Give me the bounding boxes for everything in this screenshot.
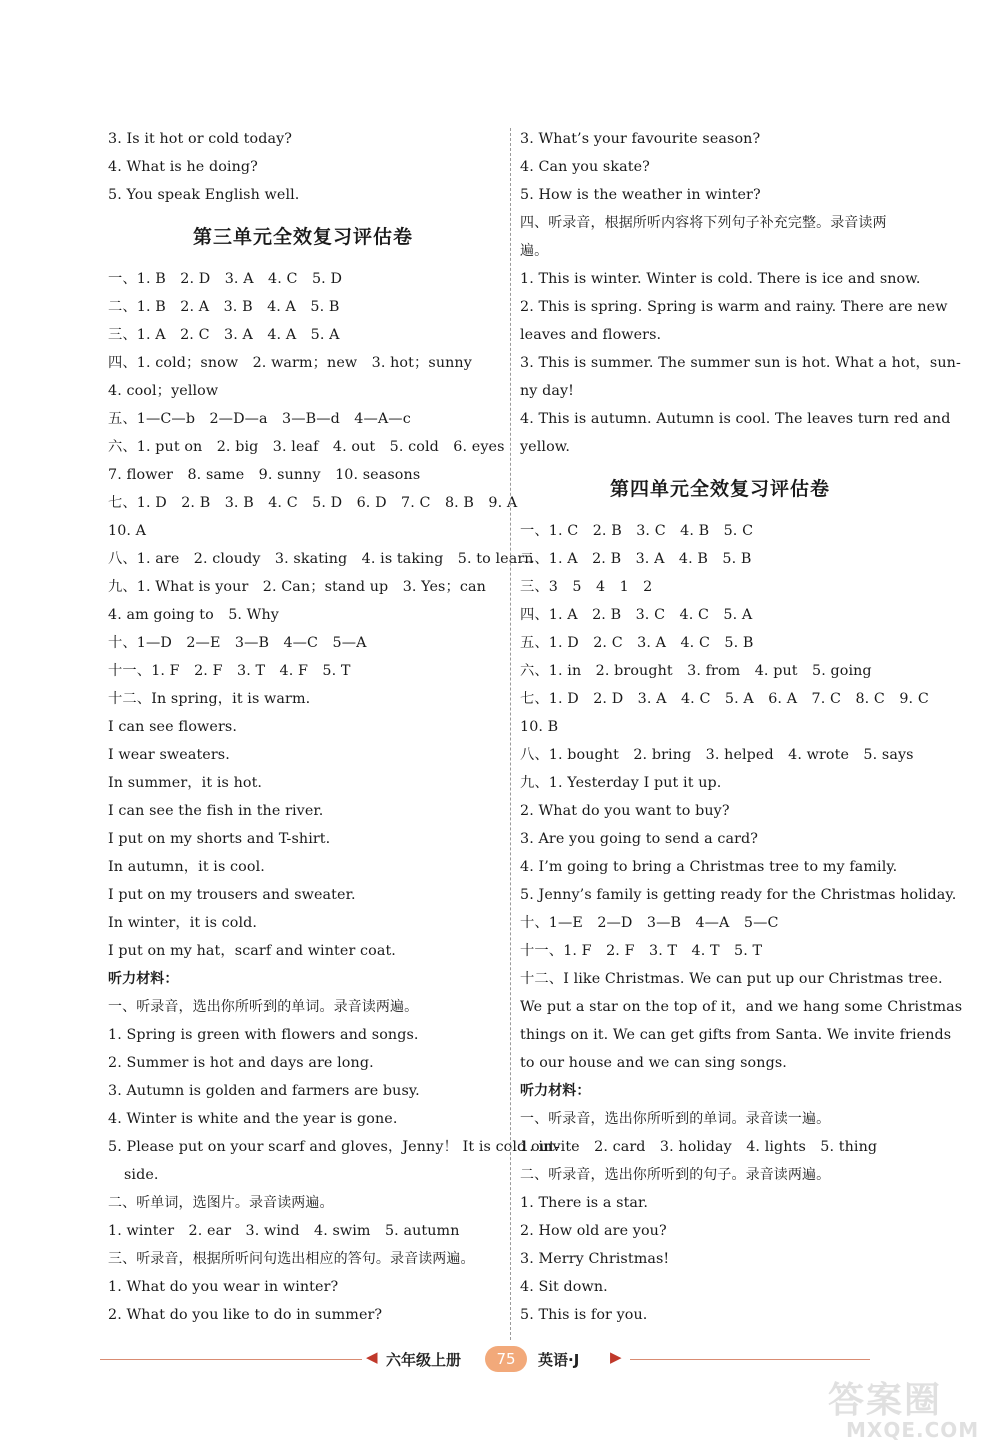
answer-line: 3. Merry Christmas! <box>520 1251 670 1267</box>
answer-line: 六、1. put on 2. big 3. leaf 4. out 5. cold 6. eyes <box>108 439 505 455</box>
answer-line: 四、1. cold；snow 2. warm；new 3. hot；sunny <box>108 355 472 371</box>
footer-rule-right <box>630 1359 870 1360</box>
answer-line: 2. What do you want to buy? <box>520 803 730 819</box>
answer-line: 1. Spring is green with flowers and songs. <box>108 1027 419 1043</box>
answer-line: 5. How is the weather in winter? <box>520 187 761 203</box>
answer-line: 九、1. What is your 2. Can；stand up 3. Yes；can <box>108 579 486 595</box>
answer-line: 10. A <box>108 523 147 539</box>
right-column <box>520 125 963 1329</box>
answer-line: 3. Autumn is golden and farmers are busy. <box>108 1083 420 1099</box>
answer-line: In summer，it is hot. <box>108 775 263 791</box>
answer-line: 5. Please put on your scarf and gloves，Jenny！ It is cold out- <box>108 1139 560 1155</box>
column-divider <box>510 128 511 1340</box>
answer-line: 三、3 5 4 1 2 <box>520 579 653 595</box>
answer-line: 二、听录音，选出你所听到的句子。录音读两遍。 <box>520 1167 831 1183</box>
answer-line: 二、1. A 2. B 3. A 4. B 5. B <box>520 551 752 567</box>
answer-line: 4. What is he doing? <box>108 159 258 175</box>
answer-line: 一、1. B 2. D 3. A 4. C 5. D <box>108 271 343 287</box>
answer-line: 七、1. D 2. D 3. A 4. C 5. A 6. A 7. C 8. C 9. C <box>520 691 929 707</box>
answer-line: 十、1—E 2—D 3—B 4—A 5—C <box>520 915 779 931</box>
answer-line: 四、1. A 2. B 3. C 4. C 5. A <box>520 607 753 623</box>
answer-line: We put a star on the top of it，and we hang some Christmas <box>520 999 963 1015</box>
grade-label: 六年级上册 <box>386 1351 462 1369</box>
footer-rule-left <box>100 1359 362 1360</box>
subject-label: 英语·J <box>538 1351 580 1369</box>
answer-line: I can see flowers. <box>108 719 237 735</box>
answer-line: 十一、1. F 2. F 3. T 4. F 5. T <box>108 663 351 679</box>
answer-line: yellow. <box>520 439 571 455</box>
answer-line: I put on my shorts and T-shirt. <box>108 831 331 847</box>
answer-line: 七、1. D 2. B 3. B 4. C 5. D 6. D 7. C 8. B 9. A <box>108 495 518 511</box>
answer-line: 十、1—D 2—E 3—B 4—C 5—A <box>108 635 367 651</box>
answer-line: 四、听录音，根据所听内容将下列句子补充完整。录音读两 <box>520 215 887 231</box>
answer-line: 1. There is a star. <box>520 1195 649 1211</box>
answer-line: 3. Is it hot or cold today? <box>108 131 293 147</box>
answer-line: 十一、1. F 2. F 3. T 4. T 5. T <box>520 943 763 959</box>
answer-line: 3. This is summer. The summer sun is hot. What a hot，sun- <box>520 355 961 371</box>
answer-line: 1. winter 2. ear 3. wind 4. swim 5. autumn <box>108 1223 460 1239</box>
answer-line: 5. This is for you. <box>520 1307 648 1323</box>
answer-line: 4. Winter is white and the year is gone. <box>108 1111 398 1127</box>
answer-line: 1. invite 2. card 3. holiday 4. lights 5. thing <box>520 1139 878 1155</box>
answer-line: I can see the fish in the river. <box>108 803 324 819</box>
page-footer <box>100 1345 940 1375</box>
answer-line: 1. What do you wear in winter? <box>108 1279 339 1295</box>
answer-line: 1. This is winter. Winter is cold. There is ice and snow. <box>520 271 921 287</box>
watermark-url: MXQE.COM <box>846 1418 980 1442</box>
answer-line: 一、1. C 2. B 3. C 4. B 5. C <box>520 523 754 539</box>
section-heading: 第三单元全效复习评估卷 <box>192 226 413 248</box>
answer-line: 10. B <box>520 719 559 735</box>
answer-line: 八、1. bought 2. bring 3. helped 4. wrote 5. says <box>520 747 914 763</box>
answer-line: 5. Jenny’s family is getting ready for the Christmas holiday. <box>520 887 957 903</box>
answer-line: things on it. We can get gifts from Santa. We invite friends <box>520 1027 952 1043</box>
answer-line: 五、1. D 2. C 3. A 4. C 5. B <box>520 635 754 651</box>
answer-line: 7. flower 8. same 9. sunny 10. seasons <box>108 467 421 483</box>
answer-line: 一、听录音，选出你所听到的单词。录音读一遍。 <box>520 1111 831 1127</box>
left-arrow-icon: ◀ <box>366 1348 378 1366</box>
answer-line: 2. How old are you? <box>520 1223 667 1239</box>
answer-line: 4. This is autumn. Autumn is cool. The leaves turn red and <box>520 411 951 427</box>
answer-line: In autumn，it is cool. <box>108 859 265 875</box>
answer-line: 五、1—C—b 2—D—a 3—B—d 4—A—c <box>108 411 411 427</box>
answer-line: 4. Sit down. <box>520 1279 608 1295</box>
answer-line: 三、1. A 2. C 3. A 4. A 5. A <box>108 327 340 343</box>
answer-line: 4. cool；yellow <box>108 383 219 399</box>
answer-line: In winter，it is cold. <box>108 915 258 931</box>
answer-line: to our house and we can sing songs. <box>520 1055 787 1071</box>
subsection-label: 听力材料： <box>108 971 179 987</box>
section-heading: 第四单元全效复习评估卷 <box>609 478 830 500</box>
answer-line: 十二、In spring，it is warm. <box>108 691 311 707</box>
answer-line: 一、听录音，选出你所听到的单词。录音读两遍。 <box>108 999 419 1015</box>
answer-line: 二、听单词，选图片。录音读两遍。 <box>108 1195 334 1211</box>
answer-line: 4. Can you skate? <box>520 159 650 175</box>
answer-line: 六、1. in 2. brought 3. from 4. put 5. going <box>520 663 872 679</box>
answer-line: 2. What do you like to do in summer? <box>108 1307 383 1323</box>
answer-line: side. <box>124 1167 159 1183</box>
answer-line: 二、1. B 2. A 3. B 4. A 5. B <box>108 299 340 315</box>
answer-line: 十二、I like Christmas. We can put up our Christmas tree. <box>520 971 943 987</box>
answer-line: 九、1. Yesterday I put it up. <box>520 775 722 791</box>
watermark-text: 答案圈 <box>828 1380 943 1421</box>
answer-line: I wear sweaters. <box>108 747 230 763</box>
answer-line: 3. What’s your favourite season? <box>520 131 761 147</box>
answer-line: 4. I’m going to bring a Christmas tree to my family. <box>520 859 898 875</box>
answer-line: 4. am going to 5. Why <box>108 607 279 623</box>
answer-line: I put on my hat，scarf and winter coat. <box>108 943 396 959</box>
answer-line: 遍。 <box>520 243 549 259</box>
watermark-logo <box>826 1372 998 1450</box>
answer-line: 八、1. are 2. cloudy 3. skating 4. is taking 5. to learn <box>108 551 534 567</box>
answer-line: 三、听录音，根据所听问句选出相应的答句。录音读两遍。 <box>108 1251 475 1267</box>
answer-line: 3. Are you going to send a card? <box>520 831 759 847</box>
answer-line: 5. You speak English well. <box>108 187 300 203</box>
answer-line: leaves and flowers. <box>520 327 662 343</box>
right-arrow-icon: ▶ <box>610 1348 622 1366</box>
answer-line: ny day! <box>520 383 575 399</box>
answer-line: 2. Summer is hot and days are long. <box>108 1055 374 1071</box>
subsection-label: 听力材料： <box>520 1083 591 1099</box>
page-number-badge: 75 <box>485 1346 527 1372</box>
answer-line: I put on my trousers and sweater. <box>108 887 356 903</box>
answer-line: 2. This is spring. Spring is warm and rainy. There are new <box>520 299 948 315</box>
